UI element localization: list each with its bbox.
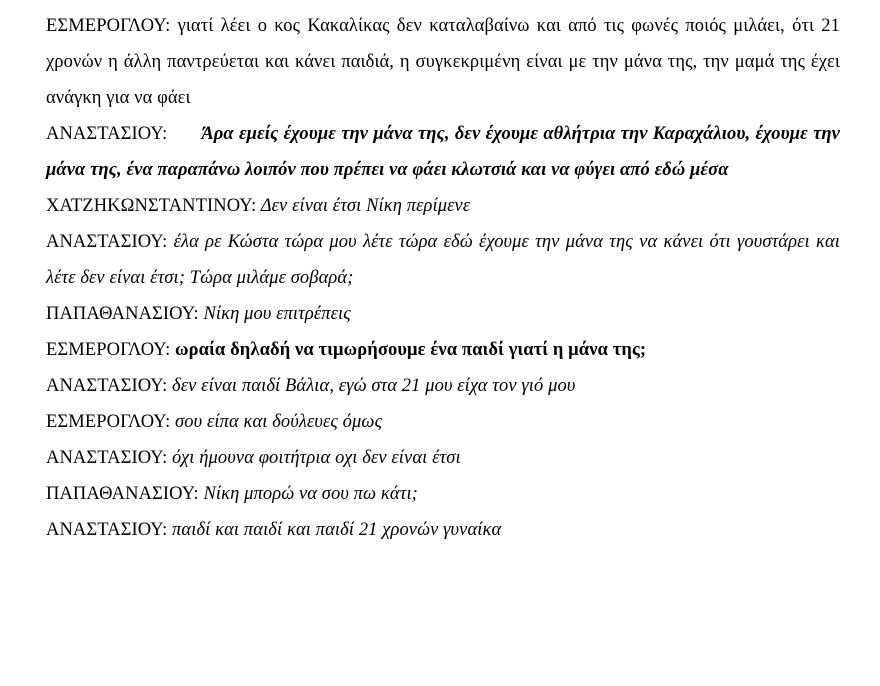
speech-text: Νίκη μου επιτρέπεις: [198, 304, 351, 324]
speech-text: ωραία δηλαδή να τιμωρήσουμε ένα παιδί γιατί η μάνα της;: [170, 340, 647, 360]
speaker-label: ΑΝΑΣΤΑΣΙΟΥ:: [46, 520, 168, 540]
speaker-label: ΑΝΑΣΤΑΣΙΟΥ:: [46, 448, 168, 468]
transcript-paragraph: [46, 8, 840, 116]
transcript-paragraph: [46, 296, 840, 332]
speech-text: έλα ρε Κώστα τώρα μου λέτε τώρα εδώ έχουμε την μάνα της να κάνει ότι γουστάρει και λέτε δεν είναι έτσι; Τώρα μιλάμε σοβαρά;: [46, 232, 840, 288]
transcript-paragraph: [46, 188, 840, 224]
speaker-label: ΧΑΤΖΗΚΩΝΣΤΑΝΤΙΝΟΥ:: [46, 196, 257, 216]
transcript-paragraph: [46, 476, 840, 512]
speaker-label: ΠΑΠΑΘΑΝΑΣΙΟΥ:: [46, 304, 199, 324]
speech-text: Δεν είναι έτσι Νίκη περίμενε: [256, 196, 471, 216]
speech-text: Νίκη μπορώ να σου πω κάτι;: [198, 484, 418, 504]
speech-text: Άρα εμείς έχουμε την μάνα της, δεν έχουμε αθλήτρια την Καραχάλιου, έχουμε την μάνα της, ένα παραπάνω λοιπόν που πρέπει να φάει κλωτσιά και να φύγει από εδώ μέσα: [46, 124, 840, 180]
transcript-paragraph: [46, 440, 840, 476]
transcript-paragraph: [46, 224, 840, 296]
speaker-label: ΑΝΑΣΤΑΣΙΟΥ:: [46, 124, 168, 144]
speech-text: σου είπα και δούλευες όμως: [170, 412, 383, 432]
speech-text: όχι ήμουνα φοιτήτρια οχι δεν είναι έτσι: [167, 448, 461, 468]
speech-text: δεν είναι παιδί Βάλια, εγώ στα 21 μου είχα τον γιό μου: [167, 376, 576, 396]
transcript-paragraph: [46, 368, 840, 404]
speaker-label: ΑΝΑΣΤΑΣΙΟΥ:: [46, 376, 168, 396]
speaker-label: ΕΣΜΕΡΟΓΛΟΥ:: [46, 412, 171, 432]
speech-text: γιατί λέει ο κος Κακαλίκας δεν καταλαβαίνω και από τις φωνές ποιός μιλάει, ότι 21 χρονών η άλλη παντρεύεται και κάνει παιδιά, η συγκεκριμένη είναι με την μάνα της, την μαμά της έχει ανάγκη για να φάει: [46, 16, 840, 108]
transcript-paragraph: [46, 332, 840, 368]
speaker-label: ΕΣΜΕΡΟΓΛΟΥ:: [46, 16, 171, 36]
transcript-paragraph: [46, 512, 840, 548]
transcript-paragraph: [46, 404, 840, 440]
speech-text: παιδί και παιδί και παιδί 21 χρονών γυναίκα: [167, 520, 502, 540]
speaker-label: ΠΑΠΑΘΑΝΑΣΙΟΥ:: [46, 484, 199, 504]
transcript-paragraph: [46, 116, 840, 188]
speaker-label: ΑΝΑΣΤΑΣΙΟΥ:: [46, 232, 168, 252]
speaker-label: ΕΣΜΕΡΟΓΛΟΥ:: [46, 340, 171, 360]
